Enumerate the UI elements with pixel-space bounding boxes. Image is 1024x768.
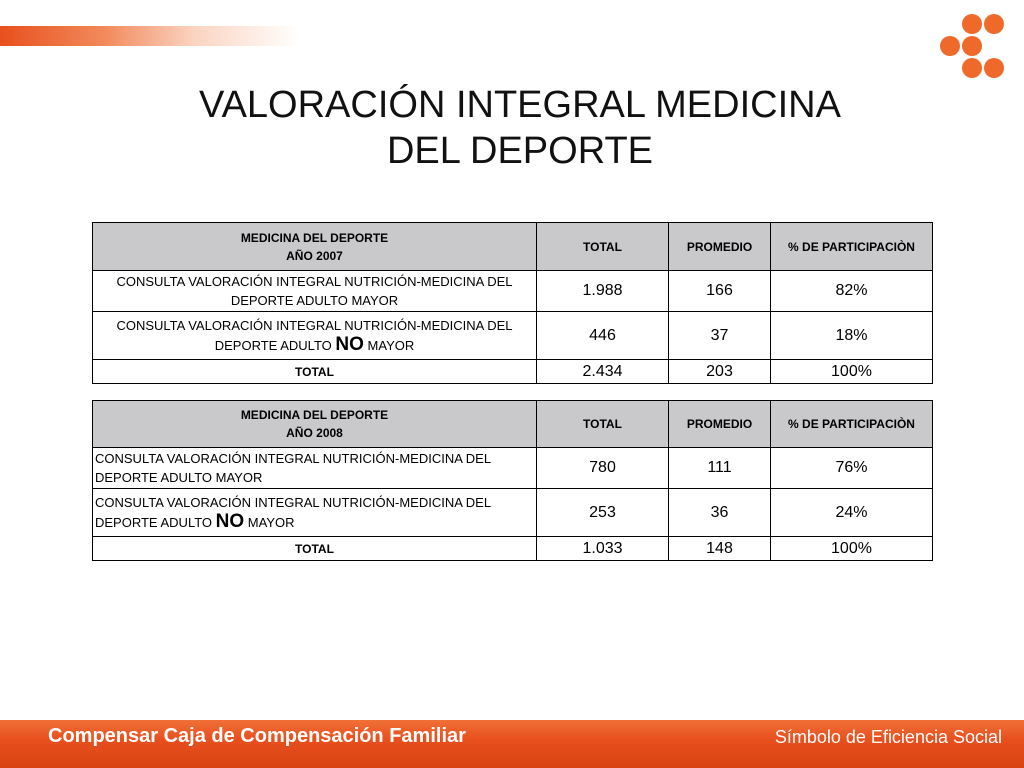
row-description	[93, 312, 537, 360]
row-desc-part-c: MAYOR	[367, 338, 415, 353]
table-total-row	[93, 537, 933, 561]
table-header-row	[93, 401, 933, 448]
total-label: TOTAL	[93, 360, 537, 384]
total-label: TOTAL	[93, 537, 537, 561]
header-promedio: PROMEDIO	[669, 223, 771, 271]
header-desc-line1: MEDICINA DEL DEPORTE	[240, 230, 389, 245]
slide-title-line2: DEL DEPORTE	[386, 130, 654, 172]
header-participacion: % DE PARTICIPACIÒN	[771, 401, 933, 448]
row-promedio: 111	[669, 448, 771, 489]
row-total: 1.988	[537, 271, 669, 312]
row-promedio: 166	[669, 271, 771, 312]
table-row	[93, 312, 933, 360]
row-desc-part-a: CONSULTA VALORACIÓN INTEGRAL NUTRICIÓN-MEDICINA DEL	[116, 274, 513, 289]
table-total-row	[93, 360, 933, 384]
header-desc-line1: MEDICINA DEL DEPORTE	[240, 408, 389, 422]
top-accent-stripe	[0, 26, 300, 46]
table-row	[93, 448, 933, 489]
header-description	[93, 223, 537, 271]
total-total: 1.033	[537, 537, 669, 561]
slide-title-line1: VALORACIÓN INTEGRAL MEDICINA	[199, 84, 841, 126]
row-desc-emphasis: NO	[215, 511, 245, 532]
total-promedio: 203	[669, 360, 771, 384]
row-desc-part-a: CONSULTA VALORACIÓN INTEGRAL NUTRICIÓN-MEDICINA DEL	[95, 451, 492, 466]
footer-slogan-text: Símbolo de Eficiencia Social	[774, 727, 1002, 747]
row-desc-part-b: DEPORTE ADULTO MAYOR	[95, 470, 263, 485]
table-2008	[92, 400, 933, 561]
row-total: 446	[537, 312, 669, 360]
header-description	[93, 401, 537, 448]
row-desc-part-b: DEPORTE ADULTO	[214, 338, 332, 353]
row-participacion: 82%	[771, 271, 933, 312]
row-description	[93, 271, 537, 312]
row-description	[93, 448, 537, 489]
row-desc-part-a: CONSULTA VALORACIÓN INTEGRAL NUTRICIÓN-MEDICINA DEL	[95, 495, 492, 510]
row-total: 780	[537, 448, 669, 489]
slide-title	[100, 82, 940, 174]
total-participacion: 100%	[771, 537, 933, 561]
row-promedio: 37	[669, 312, 771, 360]
header-participacion: % DE PARTICIPACIÒN	[771, 223, 933, 271]
header-total: TOTAL	[537, 223, 669, 271]
row-description	[93, 489, 537, 537]
table-row	[93, 271, 933, 312]
row-desc-part-b: DEPORTE ADULTO	[95, 515, 213, 530]
total-participacion: 100%	[771, 360, 933, 384]
table-row	[93, 489, 933, 537]
row-participacion: 76%	[771, 448, 933, 489]
compensar-logo-icon	[940, 12, 1012, 78]
row-participacion: 24%	[771, 489, 933, 537]
total-promedio: 148	[669, 537, 771, 561]
header-total: TOTAL	[537, 401, 669, 448]
row-desc-part-c: MAYOR	[247, 515, 295, 530]
row-participacion: 18%	[771, 312, 933, 360]
row-desc-emphasis: NO	[335, 334, 364, 355]
row-total: 253	[537, 489, 669, 537]
header-desc-line2: AÑO 2008	[286, 426, 343, 440]
table-header-row	[93, 223, 933, 271]
footer-bar	[0, 720, 1024, 768]
header-promedio: PROMEDIO	[669, 401, 771, 448]
header-desc-line2: AÑO 2007	[286, 248, 343, 263]
row-promedio: 36	[669, 489, 771, 537]
row-desc-part-b: DEPORTE ADULTO MAYOR	[230, 293, 399, 308]
total-total: 2.434	[537, 360, 669, 384]
footer-brand-text: Compensar Caja de Compensación Familiar	[48, 725, 466, 747]
table-2007	[92, 222, 933, 384]
row-desc-part-a: CONSULTA VALORACIÓN INTEGRAL NUTRICIÓN-MEDICINA DEL	[116, 318, 513, 333]
